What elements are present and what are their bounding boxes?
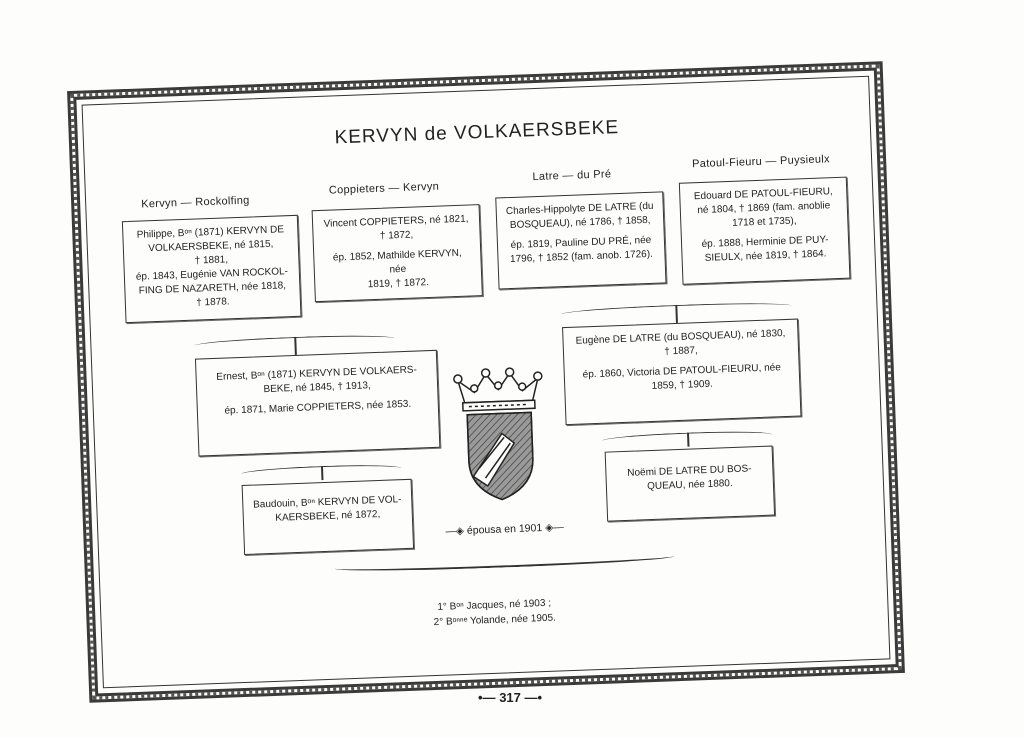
- entry-line: Vincent COPPIETERS, né 1821,: [323, 213, 469, 230]
- subject-box-noemi: [605, 446, 775, 522]
- entry-line: QUEAU, née 1880.: [646, 478, 733, 493]
- entry-line: ép. 1888, Herminie DE PUY-: [701, 234, 829, 251]
- page-title: KERVYN de VOLKAERSBEKE: [334, 116, 620, 149]
- lineage-header-latre-du-pre: Latre — du Pré: [532, 168, 612, 184]
- entry-line: † 1887,: [664, 345, 698, 358]
- entry-line: KAERSBEKE, né 1872,: [275, 508, 381, 524]
- lineage-header-kervyn-rockolfing: Kervyn — Rockolfing: [141, 194, 250, 211]
- subject-box-baudouin: [242, 479, 414, 555]
- ornament-icon: ◈—: [544, 521, 564, 534]
- entry-line: † 1881,: [194, 254, 229, 267]
- entry-line: Noëmi DE LATRE DU BOS-: [627, 463, 752, 479]
- entry-line: Ernest, Bᵒⁿ (1871) KERVYN DE VOLKAERS-: [216, 364, 418, 383]
- entry-line: Philippe, Bᵒⁿ (1871) KERVYN DE: [136, 224, 285, 241]
- page-number: •— 317 —•: [478, 690, 543, 705]
- ornament-icon: —◈: [445, 524, 465, 538]
- entry-line: né 1804, † 1869 (fam. anoblie: [697, 200, 831, 217]
- lineage-header-coppieters-kervyn: Coppieters — Kervyn: [328, 180, 440, 197]
- entry-line: BEKE, né 1845, † 1913,: [263, 380, 371, 396]
- entry-line: Charles-Hippolyte DE LATRE (du: [505, 200, 654, 218]
- entry-line: † 1872,: [379, 229, 414, 242]
- entry-line: BOSQUEAU), né 1786, † 1858,: [509, 214, 651, 232]
- entry-line: Baudouin, Bᵒⁿ KERVYN DE VOL-: [252, 494, 402, 511]
- genealogy-plate: [67, 61, 905, 702]
- parent-box-kervyn: [195, 350, 440, 457]
- entry-line: † 1878.: [196, 296, 230, 309]
- child-entry: 2° Bᵒⁿⁿᵉ Yolande, née 1905.: [433, 612, 557, 629]
- entry-line: FING DE NAZARETH, née 1818,: [138, 280, 287, 297]
- entry-line: ép. 1852, Mathilde KERVYN, née: [332, 247, 462, 276]
- marriage-label: —◈ épousa en 1901 ◈—: [445, 521, 564, 538]
- entry-line: 1859, † 1909.: [651, 378, 714, 392]
- entry-line: 1819, † 1872.: [367, 277, 430, 291]
- ancestor-box-kervyn: [122, 215, 302, 323]
- entry-line: 1796, † 1852 (fam. anob. 1726).: [509, 248, 654, 266]
- entry-line: Eugène DE LATRE (du BOSQUEAU), né 1830,: [575, 328, 786, 347]
- ancestor-box-coppieters: [312, 204, 483, 302]
- entry-line: 1718 et 1735),: [731, 215, 797, 229]
- entry-line: ép. 1843, Eugénie VAN ROCKOL-: [135, 266, 289, 283]
- lineage-header-patoul-fieuru-puysieulx: Patoul-Fieuru — Puysieulx: [691, 153, 831, 171]
- ancestor-box-latre: [495, 191, 666, 289]
- child-entry: 1° Bᵒⁿ Jacques, né 1903 ;: [437, 597, 552, 613]
- entry-line: ép. 1819, Pauline DU PRÉ, née: [510, 234, 652, 252]
- entry-line: SIEULX, née 1819, † 1864.: [704, 248, 827, 264]
- entry-line: ép. 1860, Victoria DE PATOUL-FIEURU, née: [582, 362, 781, 381]
- ancestor-box-patoul-fieuru: [679, 177, 851, 285]
- entry-line: Edouard DE PATOUL-FIEURU,: [693, 186, 833, 203]
- entry-line: ép. 1871, Marie COPPIETERS, née 1853.: [224, 398, 412, 417]
- coat-of-arms-icon: [450, 366, 551, 505]
- entry-line: VOLKAERSBEKE, né 1815,: [148, 238, 274, 255]
- parent-box-latre: [562, 319, 801, 426]
